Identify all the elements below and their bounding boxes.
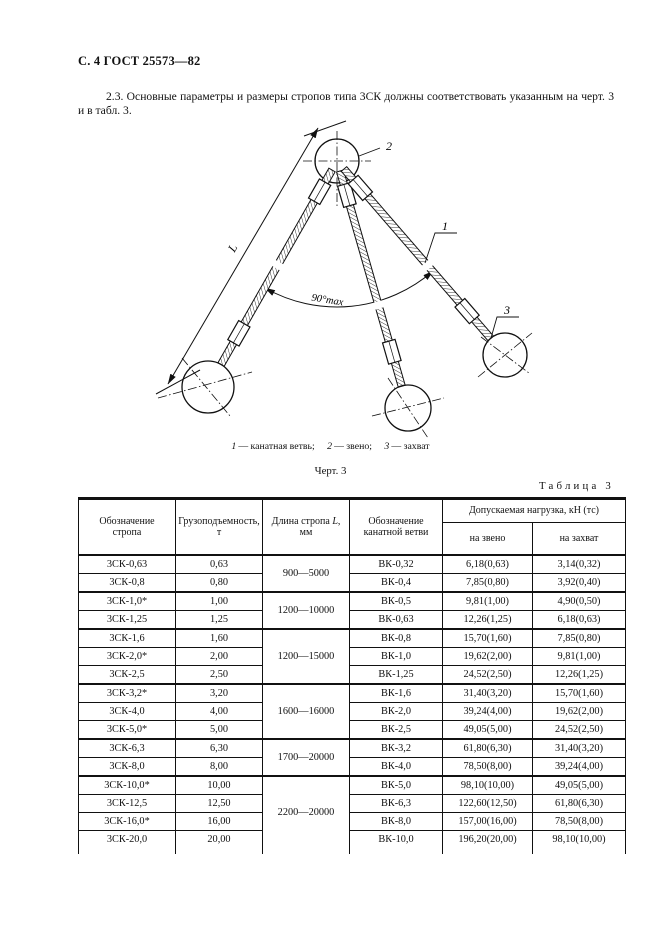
load-link-cell: 122,60(12,50) bbox=[443, 795, 533, 813]
load-grab-cell: 98,10(10,00) bbox=[533, 831, 626, 849]
legend-item-grab: 3 — захват bbox=[384, 441, 430, 452]
label-2: 2 bbox=[386, 139, 392, 153]
table-title: Таблица 3 bbox=[539, 480, 614, 492]
sling-designation-cell: 3СК-4,0 bbox=[79, 703, 176, 721]
header-load: Допускаемая нагрузка, кН (тс) bbox=[443, 499, 626, 523]
header-load-grab: на захват bbox=[533, 523, 626, 556]
load-grab-cell: 24,52(2,50) bbox=[533, 721, 626, 740]
table-row bbox=[79, 739, 626, 758]
branch-designation-cell: ВК-0,5 bbox=[350, 592, 443, 611]
sling-drawing bbox=[0, 100, 661, 440]
capacity-cell: 0,63 bbox=[176, 555, 263, 574]
sling-designation-cell: 3СК-12,5 bbox=[79, 795, 176, 813]
branch-designation-cell: ВК-10,0 bbox=[350, 831, 443, 849]
load-grab-cell: 4,90(0,50) bbox=[533, 592, 626, 611]
sling-designation-cell: 3СК-1,25 bbox=[79, 611, 176, 630]
table-row bbox=[79, 574, 626, 593]
branch-designation-cell: ВК-0,4 bbox=[350, 574, 443, 593]
branch-designation-cell: ВК-1,6 bbox=[350, 684, 443, 703]
table-bottom-stub bbox=[79, 848, 626, 854]
header-load-link: на звено bbox=[443, 523, 533, 556]
grab-centerlines bbox=[158, 333, 532, 438]
load-link-cell: 98,10(10,00) bbox=[443, 776, 533, 795]
header-capacity: Грузоподъемность, т bbox=[176, 499, 263, 556]
legend-item-rope: 1 — канатная ветвь; bbox=[231, 441, 315, 452]
load-link-cell: 31,40(3,20) bbox=[443, 684, 533, 703]
length-cell: 1600—16000 bbox=[263, 684, 350, 739]
branch-designation-cell: ВК-5,0 bbox=[350, 776, 443, 795]
parameters-table bbox=[78, 497, 626, 854]
sling-designation-cell: 3СК-0,8 bbox=[79, 574, 176, 593]
sling-designation-cell: 3СК-16,0* bbox=[79, 813, 176, 831]
load-link-cell: 12,26(1,25) bbox=[443, 611, 533, 630]
table-row bbox=[79, 721, 626, 740]
load-link-cell: 24,52(2,50) bbox=[443, 666, 533, 685]
branch-designation-cell: ВК-0,63 bbox=[350, 611, 443, 630]
branch-designation-cell: ВК-0,32 bbox=[350, 555, 443, 574]
load-grab-cell: 3,14(0,32) bbox=[533, 555, 626, 574]
rope-leg-left bbox=[215, 167, 337, 368]
angle-arc bbox=[265, 271, 433, 307]
header-branch: Обозначение канатной ветви bbox=[350, 499, 443, 556]
table-row bbox=[79, 831, 626, 849]
branch-designation-cell: ВК-1,25 bbox=[350, 666, 443, 685]
capacity-cell: 5,00 bbox=[176, 721, 263, 740]
capacity-cell: 4,00 bbox=[176, 703, 263, 721]
table-row bbox=[79, 795, 626, 813]
sling-designation-cell: 3СК-2,0* bbox=[79, 648, 176, 666]
branch-designation-cell: ВК-3,2 bbox=[350, 739, 443, 758]
table-row bbox=[79, 555, 626, 574]
capacity-cell: 0,80 bbox=[176, 574, 263, 593]
table-row bbox=[79, 703, 626, 721]
length-cell: 1200—15000 bbox=[263, 629, 350, 684]
table-row bbox=[79, 684, 626, 703]
load-grab-cell: 9,81(1,00) bbox=[533, 648, 626, 666]
load-link-cell: 6,18(0,63) bbox=[443, 555, 533, 574]
sling-designation-cell: 3СК-3,2* bbox=[79, 684, 176, 703]
sling-designation-cell: 3СК-20,0 bbox=[79, 831, 176, 849]
sling-designation-cell: 3СК-1,6 bbox=[79, 629, 176, 648]
load-link-cell: 9,81(1,00) bbox=[443, 592, 533, 611]
branch-designation-cell: ВК-1,0 bbox=[350, 648, 443, 666]
sling-designation-cell: 3СК-8,0 bbox=[79, 758, 176, 777]
load-link-cell: 19,62(2,00) bbox=[443, 648, 533, 666]
table-header-row-1 bbox=[79, 499, 626, 523]
load-link-cell: 78,50(8,00) bbox=[443, 758, 533, 777]
sling-designation-cell: 3СК-6,3 bbox=[79, 739, 176, 758]
length-cell: 2200—20000 bbox=[263, 776, 350, 848]
load-link-cell: 157,00(16,00) bbox=[443, 813, 533, 831]
capacity-cell: 20,00 bbox=[176, 831, 263, 849]
capacity-cell: 10,00 bbox=[176, 776, 263, 795]
clause-2-3-paragraph: 2.3. Основные параметры и размеры стропов типа 3СК должны соответствовать указанным на черт. 3 и в табл. 3. bbox=[78, 90, 614, 117]
load-grab-cell: 7,85(0,80) bbox=[533, 629, 626, 648]
capacity-cell: 1,00 bbox=[176, 592, 263, 611]
capacity-cell: 12,50 bbox=[176, 795, 263, 813]
capacity-cell: 6,30 bbox=[176, 739, 263, 758]
load-link-cell: 7,85(0,80) bbox=[443, 574, 533, 593]
branch-designation-cell: ВК-4,0 bbox=[350, 758, 443, 777]
table-row bbox=[79, 776, 626, 795]
load-grab-cell: 61,80(6,30) bbox=[533, 795, 626, 813]
table-row bbox=[79, 758, 626, 777]
length-cell: 900—5000 bbox=[263, 555, 350, 592]
table-row bbox=[79, 592, 626, 611]
branch-designation-cell: ВК-2,0 bbox=[350, 703, 443, 721]
capacity-cell: 2,00 bbox=[176, 648, 263, 666]
table-row bbox=[79, 813, 626, 831]
branch-designation-cell: ВК-8,0 bbox=[350, 813, 443, 831]
load-grab-cell: 31,40(3,20) bbox=[533, 739, 626, 758]
sling-designation-cell: 3СК-0,63 bbox=[79, 555, 176, 574]
label-1: 1 bbox=[442, 219, 448, 233]
table-row bbox=[79, 666, 626, 685]
page-header: С. 4 ГОСТ 25573—82 bbox=[78, 54, 201, 68]
capacity-cell: 3,20 bbox=[176, 684, 263, 703]
load-link-cell: 15,70(1,60) bbox=[443, 629, 533, 648]
branch-designation-cell: ВК-0,8 bbox=[350, 629, 443, 648]
legend-item-link: 2 — звено; bbox=[327, 441, 372, 452]
capacity-cell: 2,50 bbox=[176, 666, 263, 685]
capacity-cell: 1,25 bbox=[176, 611, 263, 630]
angle-label: 90°max bbox=[310, 292, 345, 309]
branch-designation-cell: ВК-6,3 bbox=[350, 795, 443, 813]
capacity-cell: 1,60 bbox=[176, 629, 263, 648]
grab-circle-left bbox=[182, 361, 234, 413]
load-grab-cell: 19,62(2,00) bbox=[533, 703, 626, 721]
sling-designation-cell: 3СК-10,0* bbox=[79, 776, 176, 795]
capacity-cell: 8,00 bbox=[176, 758, 263, 777]
sling-designation-cell: 3СК-1,0* bbox=[79, 592, 176, 611]
figure-legend bbox=[0, 441, 661, 452]
load-grab-cell: 39,24(4,00) bbox=[533, 758, 626, 777]
load-grab-cell: 12,26(1,25) bbox=[533, 666, 626, 685]
load-grab-cell: 6,18(0,63) bbox=[533, 611, 626, 630]
header-sling: Обозначение стропа bbox=[79, 499, 176, 556]
load-link-cell: 196,20(20,00) bbox=[443, 831, 533, 849]
load-grab-cell: 78,50(8,00) bbox=[533, 813, 626, 831]
length-cell: 1200—10000 bbox=[263, 592, 350, 629]
figure-caption: Черт. 3 bbox=[314, 465, 347, 477]
load-link-cell: 39,24(4,00) bbox=[443, 703, 533, 721]
load-grab-cell: 49,05(5,00) bbox=[533, 776, 626, 795]
dimension-line-L bbox=[156, 121, 346, 394]
sling-designation-cell: 3СК-5,0* bbox=[79, 721, 176, 740]
capacity-cell: 16,00 bbox=[176, 813, 263, 831]
label-3: 3 bbox=[504, 303, 510, 317]
load-grab-cell: 15,70(1,60) bbox=[533, 684, 626, 703]
table-row bbox=[79, 611, 626, 630]
sling-designation-cell: 3СК-2,5 bbox=[79, 666, 176, 685]
load-link-cell: 61,80(6,30) bbox=[443, 739, 533, 758]
load-link-cell: 49,05(5,00) bbox=[443, 721, 533, 740]
branch-designation-cell: ВК-2,5 bbox=[350, 721, 443, 740]
table-row bbox=[79, 648, 626, 666]
load-grab-cell: 3,92(0,40) bbox=[533, 574, 626, 593]
length-cell: 1700—20000 bbox=[263, 739, 350, 776]
length-label: L bbox=[224, 241, 241, 255]
header-length: Длина стропа L, мм bbox=[263, 499, 350, 556]
table-row bbox=[79, 629, 626, 648]
